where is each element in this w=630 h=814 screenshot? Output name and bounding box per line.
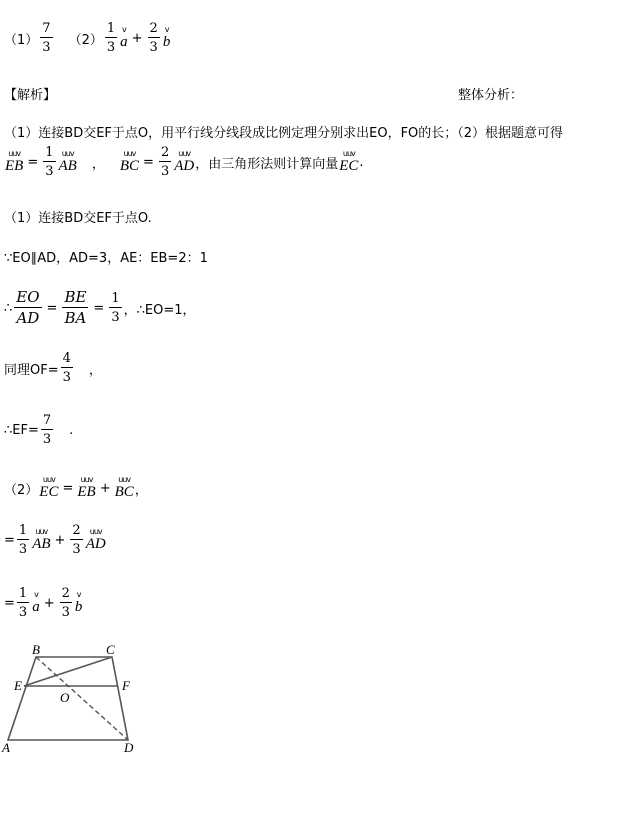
solution-step6: （2） uuv EC = uuv EB + uuv BC ， [4,475,148,500]
solution-step3: ∴ $\frac{EO}{AD}$ = $\frac{BE}{BA}$ = $\frac{1}{3}$ ，∴EO=1， [4,288,196,327]
solution-step8: = $\frac{1}{3}$ v a + $\frac{2}{3}$ v b [4,586,83,620]
label-o: O [60,690,70,705]
vector-ec: uuv EC [339,149,359,174]
label-b: B [32,644,40,657]
label-e: E [14,678,22,693]
solution-step4: 同理OF= $\frac{4}{3}$ ， [4,351,102,385]
answer-part2-label: （2） [68,32,103,48]
label-a: A [2,740,10,755]
answer-part1-fraction: $\frac{7}{3}$ [42,21,51,55]
vector-b: v b [162,25,171,50]
answer-coef-1: $\frac{1}{3}$ [106,21,116,55]
segment-ec [24,657,112,686]
vector-a: v a [120,25,128,50]
answer-line: （1） $\frac{7}{3}$ （2） $\frac{1}{3}$ v a + $\frac{2}{3}$ v b [4,21,171,55]
solution-step5: ∴EF= $\frac{7}{3}$ . [4,413,74,447]
trapezoid-figure [0,644,150,756]
vector-eb: uuv EB [5,149,24,174]
vector-ab: uuv AB [58,149,77,174]
analysis-text-line1: （1）连接BD交EF于点O，用平行线分线段成比例定理分别求出EO，FO的长；（2）根据题意可得 [4,126,564,141]
section-heading: 【解析】 [4,88,57,103]
label-c: C [106,644,115,657]
answer-part1-label: （1） [4,32,39,48]
label-f: F [122,678,130,693]
vector-bc: uuv BC [119,149,140,174]
solution-step2: ∵EO∥AD，AD=3，AE：EB=2：1 [4,251,208,266]
label-d: D [124,740,134,755]
vector-ad: uuv AD [174,149,195,174]
answer-coef-2: $\frac{2}{3}$ [149,21,158,55]
analysis-formula-line: uuv EB = $\frac{1}{3}$ uuv AB ， uuv BC = $\frac{2}{3}$ uuv AD ，由三角形法则计算向量 uuv EC . [5,145,364,179]
solution-step7: = $\frac{1}{3}$ uuv AB + $\frac{2}{3}$ uuv AD [4,523,106,557]
solution-step1: （1）连接BD交EF于点O. [4,211,152,226]
overall-analysis-heading: 整体分析： [458,88,524,103]
